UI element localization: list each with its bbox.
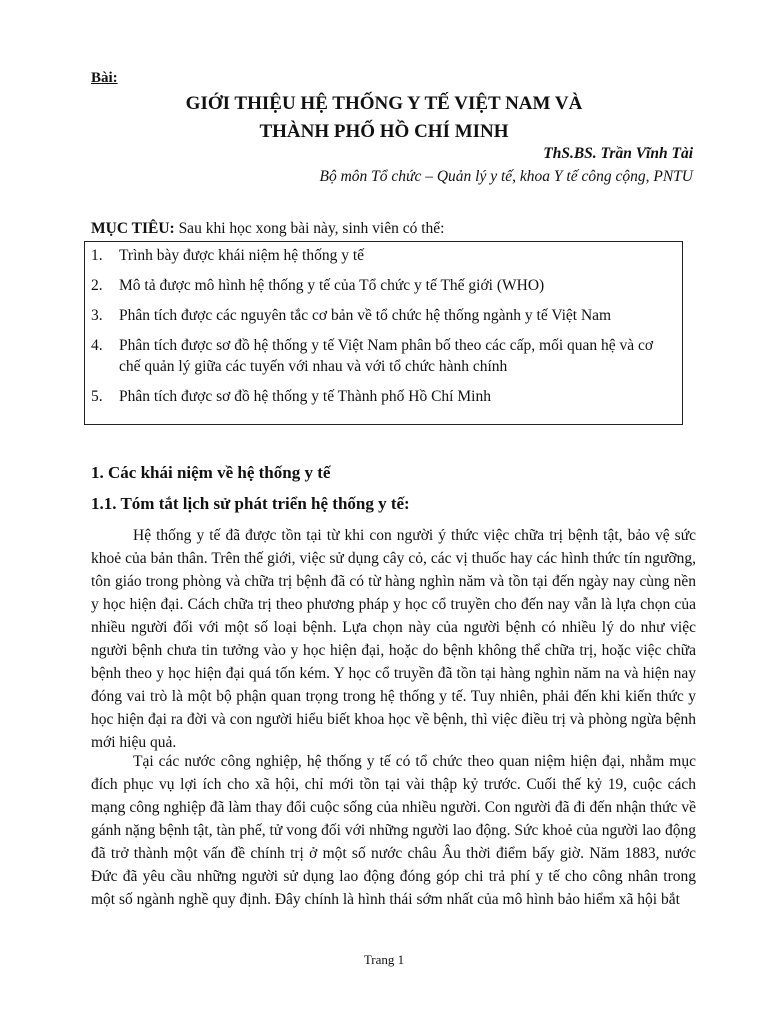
section-heading: 1. Các khái niệm về hệ thống y tế: [91, 463, 331, 482]
objective-text: Phân tích được sơ đồ hệ thống y tế Thành phố Hồ Chí Minh: [119, 388, 491, 405]
author-name: ThS.BS. Trần Vĩnh Tài: [543, 145, 693, 162]
objective-number: 2.: [91, 277, 103, 294]
objective-number: 4.: [91, 337, 103, 354]
objectives-intro: [91, 220, 444, 238]
objective-item: [91, 335, 674, 377]
title-line-1: GIỚI THIỆU HỆ THỐNG Y TẾ VIỆT NAM VÀ: [185, 93, 583, 114]
author-department: Bộ môn Tổ chức – Quản lý y tế, khoa Y tế công cộng, PNTU: [319, 168, 693, 185]
page-number: Trang 1: [363, 952, 405, 967]
objective-number: 1.: [91, 247, 103, 264]
subsection-heading: 1.1. Tóm tắt lịch sử phát triển hệ thống y tế:: [91, 494, 410, 513]
objective-text: Phân tích được sơ đồ hệ thống y tế Việt Nam phân bố theo các cấp, mối quan hệ và cơ chế quản lý giữa các tuyến với nhau và với tổ chức hành chính: [119, 337, 654, 375]
objectives-label: MỤC TIÊU:: [91, 220, 175, 237]
body-paragraph-1: Hệ thống y tế đã được tồn tại từ khi con người ý thức việc chữa trị bệnh tật, bảo vệ sức khoẻ của bản thân. Trên thế giới, việc sử dụng cây cỏ, các vị thuốc hay các hình thức tín ngưỡng, tôn giáo trong phòng và chữa trị bệnh đã có từ hàng nghìn năm và tồn tại đến ngày nay cùng nền y học hiện đại. Cách chữa trị theo phương pháp y học cổ truyền cho đến nay vẫn là lựa chọn của nhiều người đối với một số loại bệnh. Lựa chọn này của người bệnh có nhiều lý do như việc người bệnh chưa tin tưởng vào y học hiện đại, hoặc do bệnh không thể chữa trị, hoặc việc chữa bệnh theo y học hiện đại quá tốn kém. Y học cổ truyền đã tồn tại hàng nghìn năm na và hiện nay đóng vai trò là một bộ phận quan trọng trong hệ thống y tế. Tuy nhiên, phải đến khi kiến thức y học hiện đại ra đời và con người hiểu biết khoa học về bệnh, thì việc điều trị và phòng ngừa bệnh mới hiệu quả.: [91, 527, 696, 751]
objectives-box: [84, 241, 683, 425]
objective-text: Mô tả được mô hình hệ thống y tế của Tổ chức y tế Thế giới (WHO): [119, 277, 545, 294]
objective-number: 3.: [91, 307, 103, 324]
title-line-2: THÀNH PHỐ HỒ CHÍ MINH: [259, 121, 509, 142]
objective-text: Trình bày được khái niệm hệ thống y tế: [119, 247, 365, 264]
lesson-label: Bài:: [91, 70, 118, 86]
objective-item: [91, 275, 674, 296]
document-title: [91, 90, 677, 146]
objective-number: 5.: [91, 388, 103, 405]
objective-item: [91, 386, 674, 407]
body-paragraph-2: Tại các nước công nghiệp, hệ thống y tế có tổ chức theo quan niệm hiện đại, nhằm mục đích phục vụ lợi ích cho xã hội, chỉ mới tồn tại vài thập kỷ trước. Cuối thế kỷ 19, cuộc cách mạng công nghiệp đã làm thay đổi cuộc sống của nhiều người. Con người đã đi đến nhận thức về gánh nặng bệnh tật, tàn phế, tử vong đối với những người lao động. Sức khoẻ của người lao động đã trở thành một vấn đề chính trị ở một số nước châu Âu thời điểm bấy giờ. Năm 1883, nước Đức đã yêu cầu những người sử dụng lao động đóng góp chi trả phí y tế cho công nhân trong một số ngành nghề quy định. Đây chính là hình thái sớm nhất của mô hình bảo hiểm xã hội bắt: [91, 753, 696, 908]
objective-item: [91, 245, 674, 266]
objectives-intro-text: Sau khi học xong bài này, sinh viên có thể:: [174, 220, 445, 237]
objective-text: Phân tích được các nguyên tắc cơ bản về tổ chức hệ thống ngành y tế Việt Nam: [119, 307, 612, 324]
objective-item: [91, 305, 674, 326]
objectives-list: [91, 245, 674, 407]
